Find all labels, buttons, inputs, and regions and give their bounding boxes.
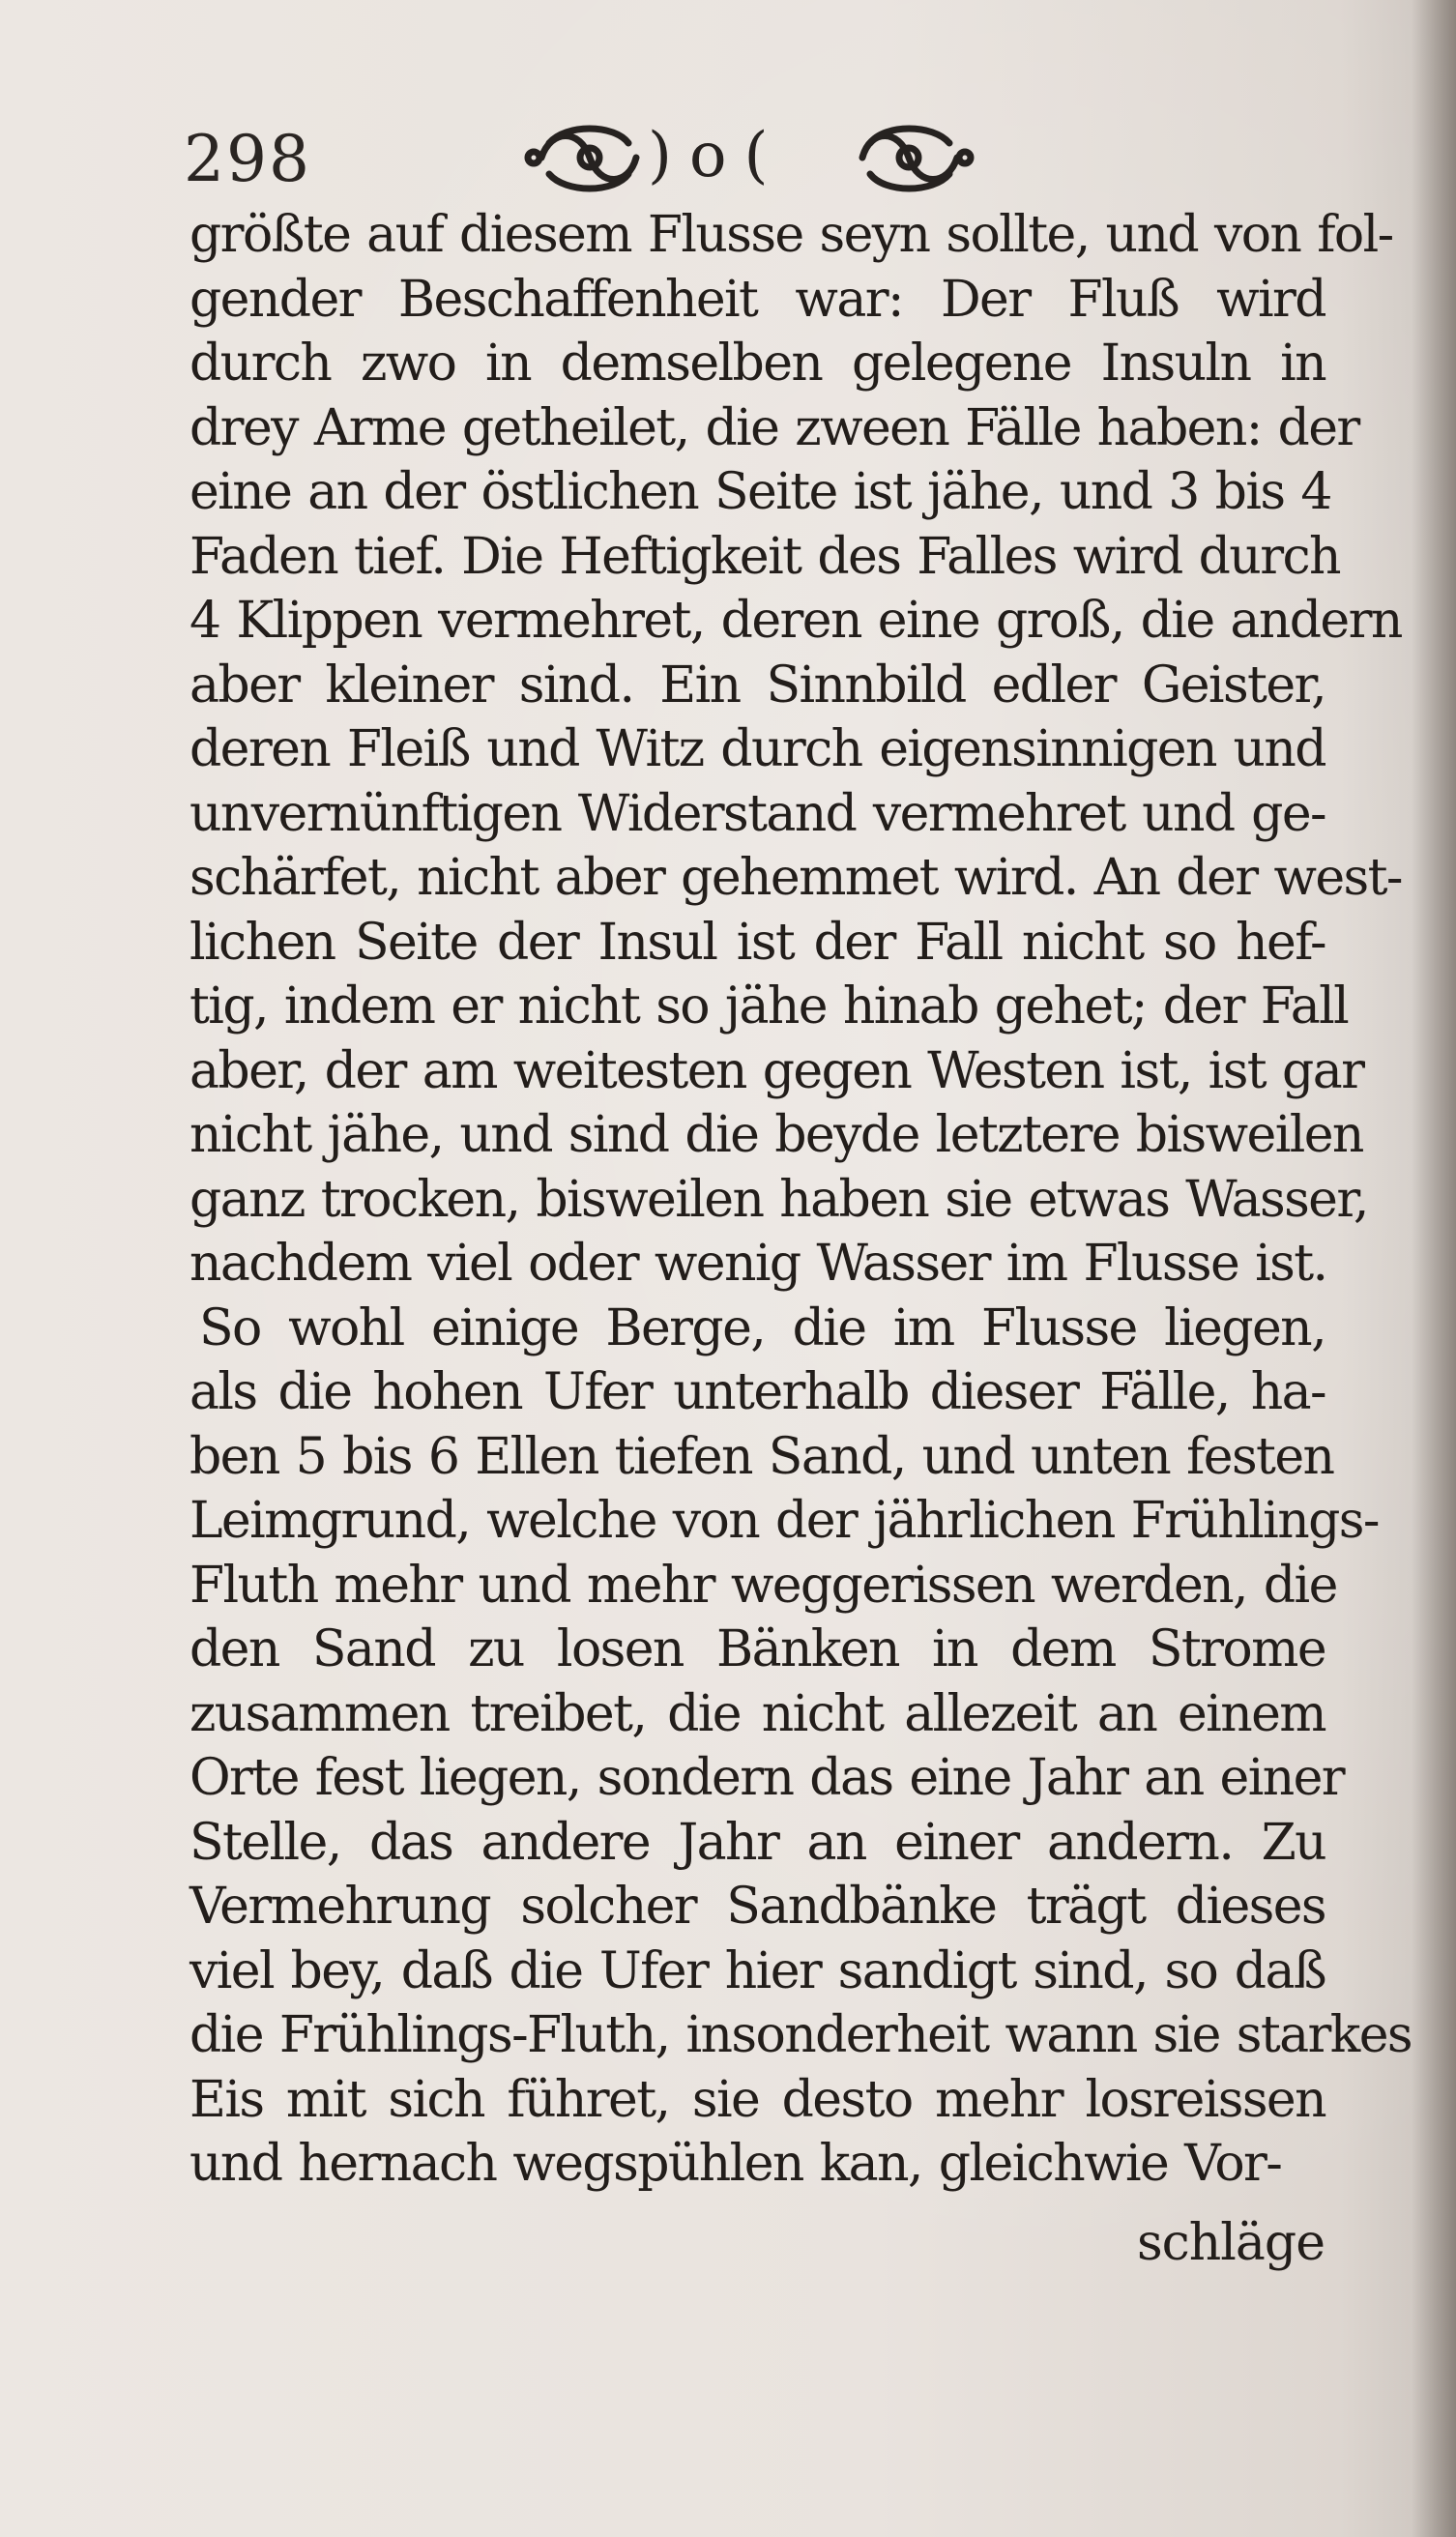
text-line: Vermehrung solcher Sandbänke trägt dieses	[189, 1878, 1325, 1936]
text-line: Stelle, das andere Jahr an einer andern. Zu	[189, 1813, 1325, 1872]
text-line: Faden tief. Die Heftigkeit des Falles wird durch	[189, 527, 1340, 586]
text-line: den Sand zu losen Bänken in dem Strome	[189, 1620, 1325, 1678]
text-line: ganz trocken, bisweilen haben sie etwas Wasser,	[189, 1170, 1368, 1229]
text-line: aber, der am weitesten gegen Westen ist, ist gar	[189, 1041, 1364, 1100]
text-line: Fluth mehr und mehr weggerissen werden, die	[189, 1556, 1337, 1615]
ornament-center: )o(	[648, 120, 786, 191]
body-text	[189, 203, 1412, 2197]
catchword: schläge	[1137, 2214, 1325, 2272]
page-number: 298	[184, 122, 311, 196]
text-line: tig, indem er nicht so jähe hinab gehet; der Fall	[189, 977, 1349, 1035]
text-line: schärfet, nicht aber gehemmet wird. An der west-	[189, 849, 1402, 907]
text-line: So wohl einige Berge, die im Flusse liegen,	[199, 1298, 1325, 1357]
text-line: nicht jähe, und sind die beyde letztere bisweilen	[189, 1106, 1363, 1164]
text-line: drey Arme getheilet, die zween Fälle haben: der	[189, 398, 1359, 457]
text-line: und hernach wegspühlen kan, gleichwie Vor-	[189, 2135, 1282, 2193]
text-line: die Frühlings-Fluth, insonderheit wann sie starkes	[189, 2006, 1412, 2064]
text-line: durch zwo in demselben gelegene Insuln in	[189, 335, 1325, 393]
text-line: Orte fest liegen, sondern das eine Jahr an einer	[189, 1749, 1345, 1807]
text-line: 4 Klippen vermehret, deren eine groß, die andern	[189, 592, 1402, 650]
text-line: Leimgrund, welche von der jährlichen Frühlings-	[189, 1492, 1379, 1550]
header-ornament	[522, 114, 976, 201]
text-line: aber kleiner sind. Ein Sinnbild edler Geister,	[189, 656, 1325, 714]
text-line: eine an der östlichen Seite ist jähe, und 3 bis 4	[189, 463, 1331, 521]
text-line: als die hohen Ufer unterhalb dieser Fälle, ha-	[189, 1363, 1325, 1421]
text-line: Eis mit sich führet, sie desto mehr losreissen	[189, 2070, 1325, 2129]
page-header	[184, 114, 1325, 201]
text-line: nachdem viel oder wenig Wasser im Flusse ist.	[189, 1235, 1327, 1293]
text-line: größte auf diesem Flusse seyn sollte, und von fol-	[189, 206, 1393, 264]
text-line: viel bey, daß die Ufer hier sandigt sind, so daß	[189, 1941, 1325, 2000]
text-line: ben 5 bis 6 Ellen tiefen Sand, und unten festen	[189, 1427, 1334, 1486]
text-line: lichen Seite der Insul ist der Fall nicht so hef-	[189, 913, 1325, 972]
text-line: zusammen treibet, die nicht allezeit an einem	[189, 1684, 1325, 1743]
text-line: deren Fleiß und Witz durch eigensinnigen und	[189, 720, 1325, 778]
text-line: gender Beschaffenheit war: Der Fluß wird	[189, 270, 1325, 329]
text-line: unvernünftigen Widerstand vermehret und ge-	[189, 784, 1325, 843]
page-edge-shadow	[1412, 0, 1456, 2537]
